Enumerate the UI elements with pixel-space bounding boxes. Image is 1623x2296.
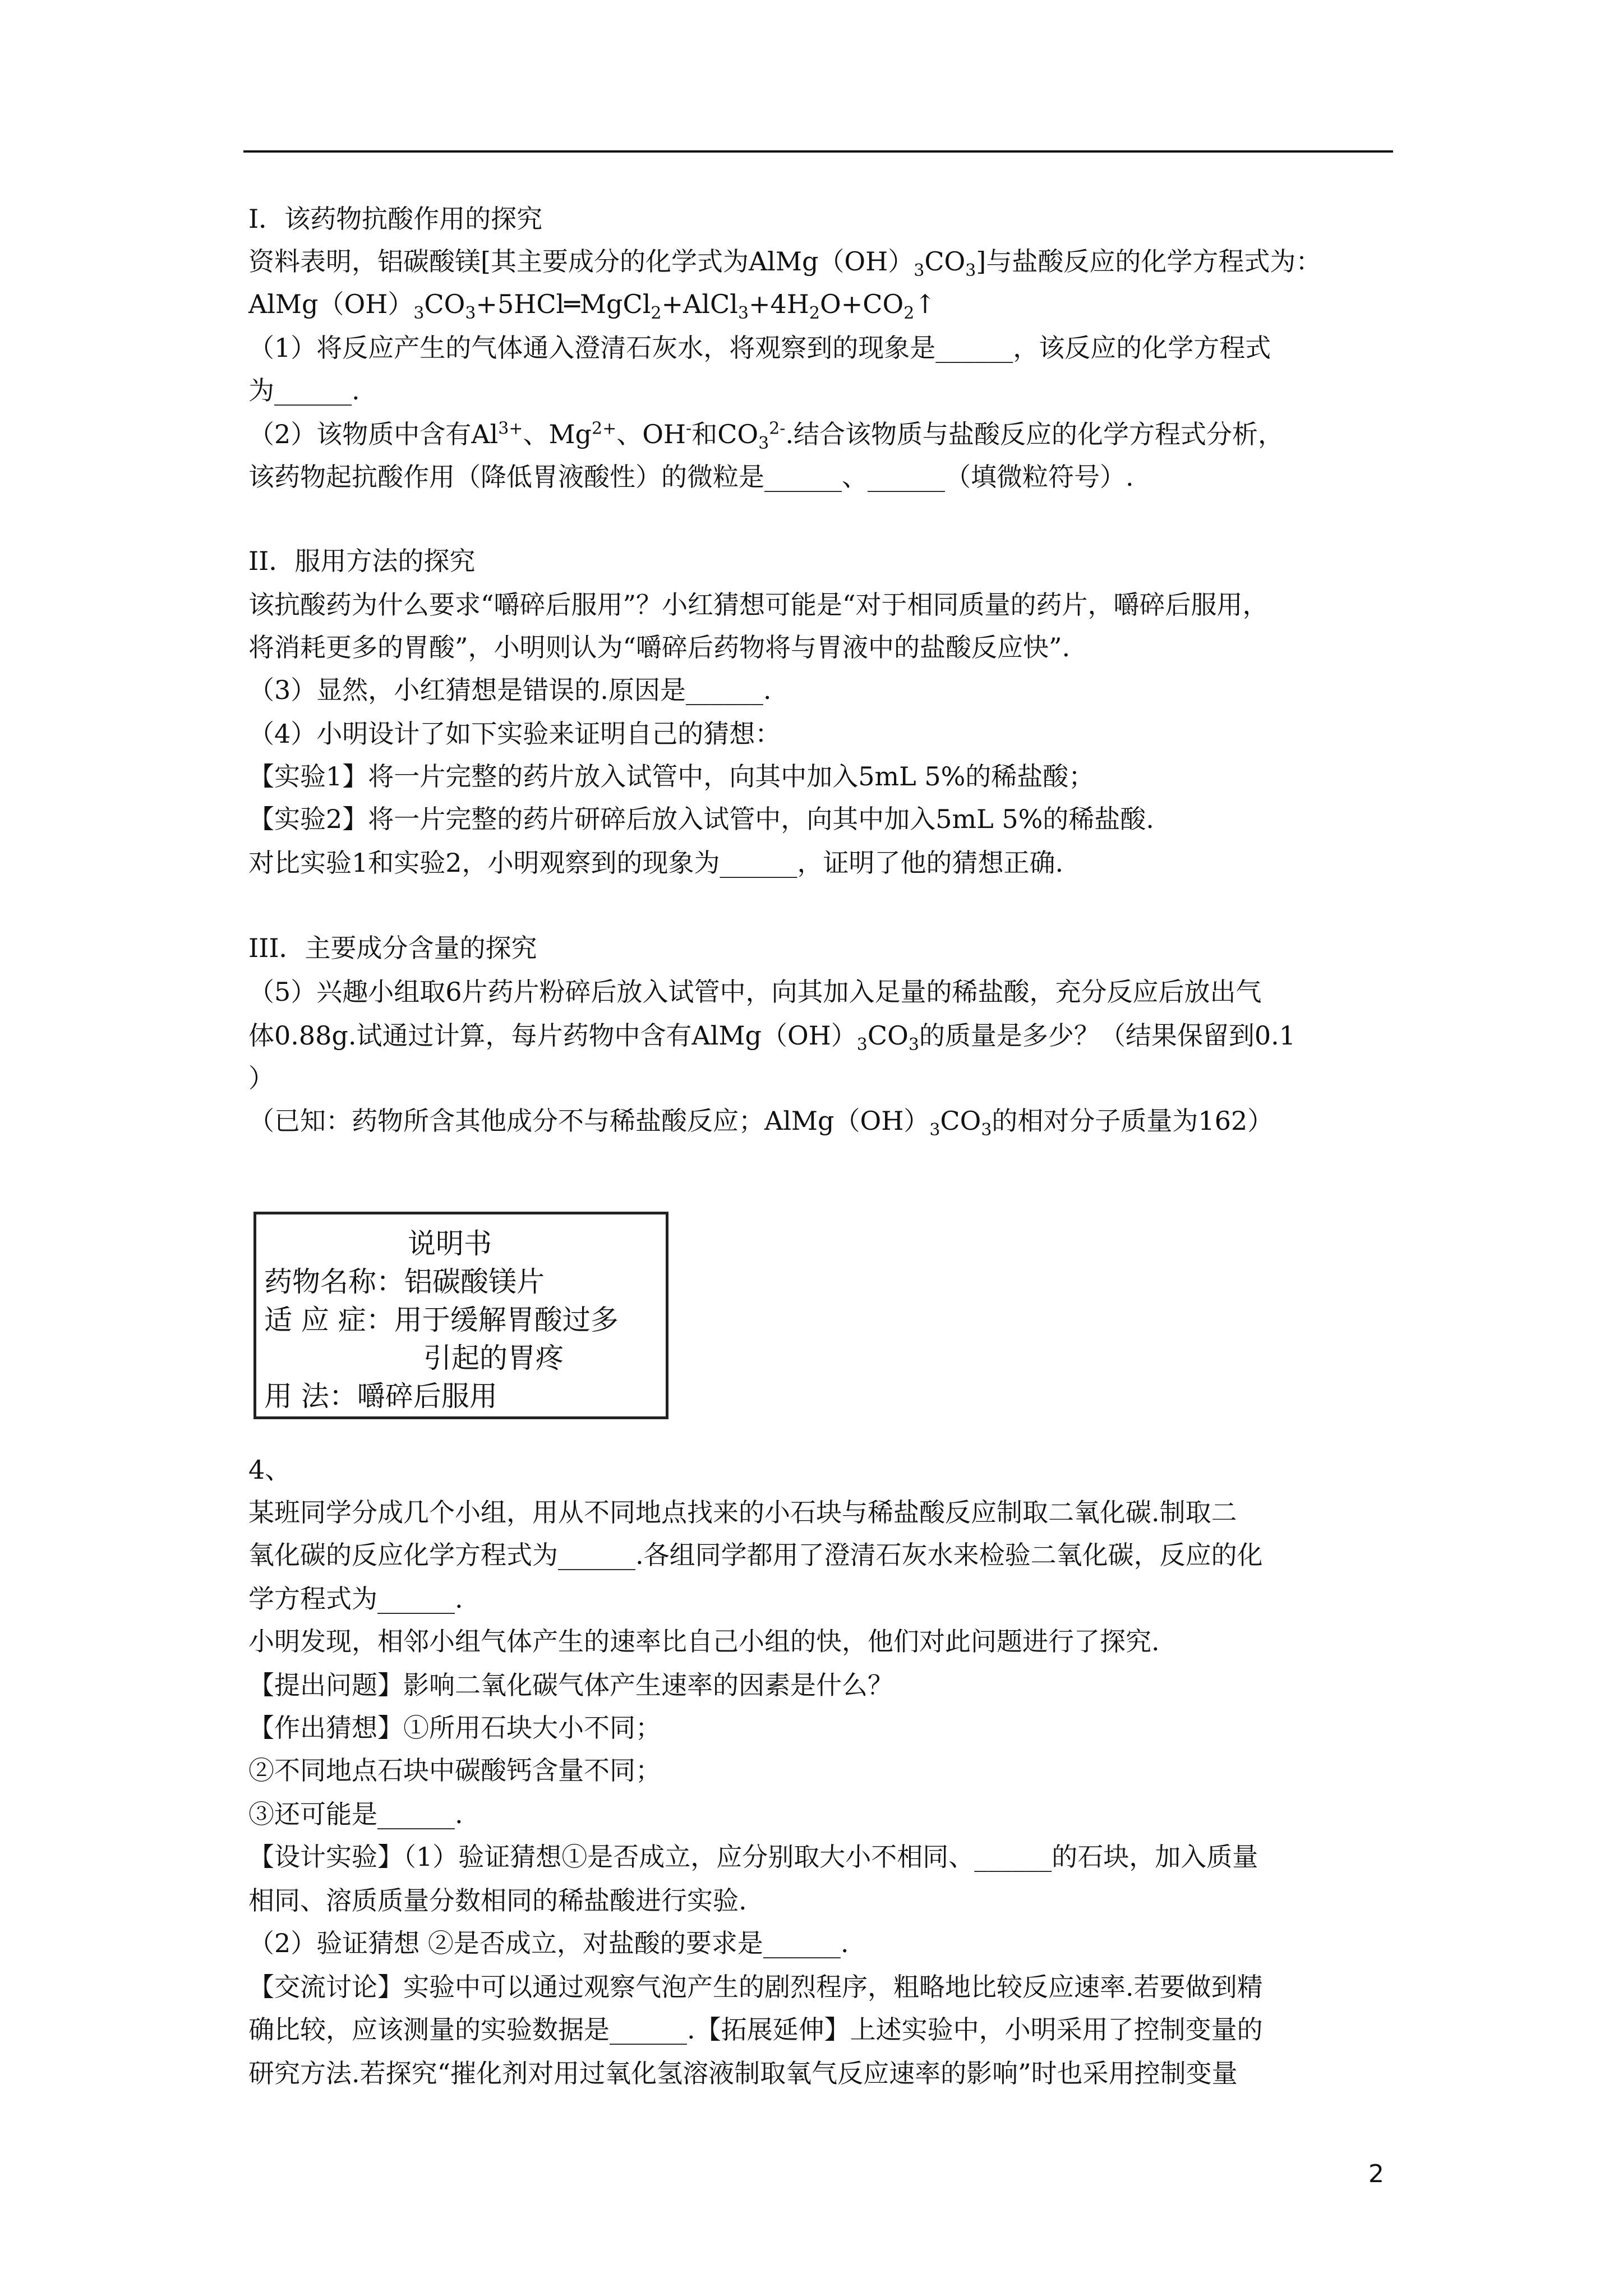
part1-heading: I．该药物抗酸作用的探究: [248, 204, 543, 234]
q4-line9: 【设计实验】（1）验证猜想①是否成立，应分别取大小不相同、______的石块，加入质量: [248, 1842, 1258, 1872]
experiment-1: 【实验1】将一片完整的药片放入试管中，向其中加入5mL 5%的稀盐酸；: [248, 761, 1095, 792]
part3-heading: III．主要成分含量的探究: [248, 933, 537, 963]
q4-line7: ②不同地点石块中碳酸钙含量不同；: [248, 1755, 661, 1786]
q4-line8: ③还可能是______.: [248, 1799, 463, 1829]
question-2-line2: 该药物起抗酸作用（降低胃液酸性）的微粒是______、______（填微粒符号）.: [248, 462, 1134, 492]
experiment-2: 【实验2】将一片完整的药片研碎后放入试管中，向其中加入5mL 5%的稀盐酸.: [248, 804, 1154, 834]
q4-line5: 【提出问题】影响二氧化碳气体产生速率的因素是什么？: [248, 1670, 893, 1700]
q4-line6: 【作出猜想】①所用石块大小不同；: [248, 1713, 661, 1743]
question-5-line1: （5）兴趣小组取6片药片粉碎后放入试管中，向其加入足量的稀盐酸，充分反应后放出气: [248, 977, 1262, 1007]
question-4: （4）小明设计了如下实验来证明自己的猜想：: [248, 719, 781, 749]
question-3: （3）显然，小红猜想是错误的.原因是______.: [248, 675, 772, 705]
part2-line2: 将消耗更多的胃酸”，小明则认为“嚼碎后药物将与胃液中的盐酸反应快”.: [248, 632, 1071, 662]
question-number-4: 4、: [248, 1455, 291, 1485]
label-indication: 适 应 症：用于缓解胃酸过多: [264, 1304, 619, 1336]
part2-line1: 该抗酸药为什么要求“嚼碎后服用”？小红猜想可能是“对于相同质量的药片，嚼碎后服用，: [248, 590, 1269, 620]
part2-heading: II．服用方法的探究: [248, 546, 476, 576]
part2-conclusion: 对比实验1和实验2，小明观察到的现象为______，证明了他的猜想正确.: [248, 848, 1064, 878]
q4-line3: 学方程式为______.: [248, 1584, 463, 1614]
q4-line4: 小明发现，相邻小组气体产生的速率比自己小组的快，他们对此问题进行了探究.: [248, 1626, 1160, 1657]
header-rule: [243, 150, 1393, 153]
question-1-line2: 为______.: [248, 375, 360, 406]
q4-line2: 氧化碳的反应化学方程式为______.各组同学都用了澄清石灰水来检验二氧化碳，反应的化: [248, 1540, 1263, 1570]
label-drug-name: 药物名称：铝碳酸镁片: [264, 1266, 545, 1298]
q4-line13: 确比较，应该测量的实验数据是______.【拓展延伸】上述实验中，小明采用了控制变量的: [248, 2014, 1263, 2045]
reaction-equation: $AlMg(OH)_3CO_3+5HCl═MgCl_2+AlCl_3+4H_2O+CO_2↑$: [248, 289, 936, 324]
question-5-line3: ）: [248, 1063, 274, 1093]
q4-line11: （2）验证猜想 ②是否成立，对盐酸的要求是______.: [248, 1928, 849, 1958]
q4-line10: 相同、溶质质量分数相同的稀盐酸进行实验.: [248, 1885, 747, 1916]
q4-line14: 研究方法.若探究“摧化剂对用过氧化氢溶液制取氧气反应速率的影响”时也采用控制变量: [248, 2058, 1238, 2088]
page-number: 2: [1368, 2160, 1384, 2188]
label-usage: 用 法：嚼碎后服用: [264, 1380, 497, 1412]
medicine-label-box: [253, 1212, 668, 1419]
part1-intro: 资料表明，铝碳酸镁[其主要成分的化学式为$AlMg(OH)_3CO_3$]与盐酸反应的化学方程式为：: [248, 246, 1322, 281]
q4-line1: 某班同学分成几个小组，用从不同地点找来的小石块与稀盐酸反应制取二氧化碳.制取二: [248, 1497, 1237, 1527]
label-indication-cont: 引起的胃疼: [423, 1342, 564, 1374]
given-note: （已知：药物所含其他成分不与稀盐酸反应；$AlMg(OH)_3CO_3$的相对分子质量为162）: [248, 1106, 1274, 1140]
q4-line12: 【交流讨论】实验中可以通过观察气泡产生的剧烈程序，粗略地比较反应速率.若要做到精: [248, 1972, 1263, 2002]
label-title: 说明书: [408, 1227, 492, 1260]
question-2-line1: （2）该物质中含有$Al^{3+}$、$Mg^{2+}$、OH-和$CO_3^{2-}$.结合该物质与盐酸反应的化学方程式分析，: [248, 418, 1284, 454]
question-5-line2: 体0.88g.试通过计算，每片药物中含有$AlMg(OH)_3CO_3$的质量是多少？（结果保留到0.1: [248, 1020, 1296, 1055]
gas-arrow-icon: ↑: [914, 289, 936, 319]
question-1-line1: （1）将反应产生的气体通入澄清石灰水，将观察到的现象是______，该反应的化学方程式: [248, 333, 1271, 363]
